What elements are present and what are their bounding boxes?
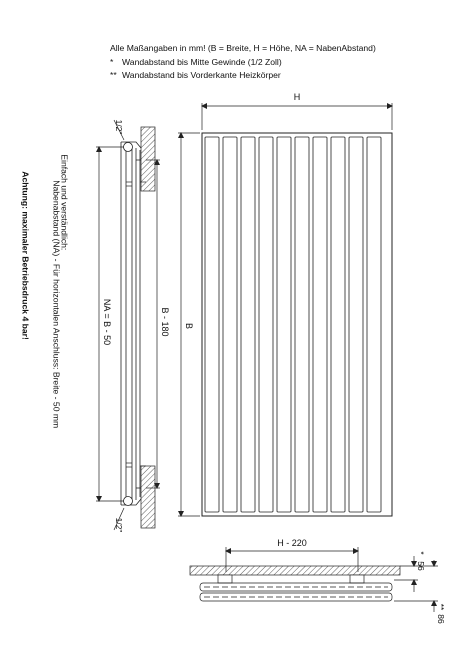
label-wall-thread: 56 <box>416 561 426 571</box>
side-view <box>121 127 155 528</box>
pipe-connection-bottom <box>124 497 133 506</box>
note-mark-single: * <box>110 57 114 67</box>
radiator-tubes <box>205 137 381 512</box>
label-b: B <box>184 322 194 330</box>
label-b-minus-180: B - 180 <box>160 307 170 337</box>
dimension-h <box>202 103 392 130</box>
note-text-thread: Wandabstand bis Mitte Gewinde (1/2 Zoll) <box>122 57 282 67</box>
side-note-simple: Einfach und verständlich: <box>59 154 70 251</box>
pipe-connection-top <box>124 143 133 152</box>
label-wall-thread-mark: * <box>416 551 426 555</box>
label-h-minus-220: H - 220 <box>277 538 307 548</box>
top-view <box>190 538 446 624</box>
label-half-inch-top: 1/2" <box>114 119 124 135</box>
note-text-front: Wandabstand bis Vorderkante Heizkörper <box>122 70 281 80</box>
dimension-wall-front <box>394 560 438 612</box>
label-half-inch-bottom: 1/2" <box>114 517 124 533</box>
side-note-na-rule: Nabenabstand (NA) - Für horizontalen Anschluss: Breite - 50 mm <box>51 180 62 429</box>
radiator-front-view <box>202 133 392 516</box>
side-note-warning: Achtung: maximaler Betriebsdruck 4 bar! <box>20 171 31 340</box>
note-units: Alle Maßangaben in mm! (B = Breite, H = Höhe, NA = NabenAbstand) <box>110 43 376 53</box>
label-na: NA = B - 50 <box>102 298 112 346</box>
label-h: H <box>293 92 301 102</box>
wall-section-top <box>141 127 155 191</box>
note-mark-double: ** <box>110 70 117 80</box>
wall-section-bottom <box>141 466 155 528</box>
wall-section-top-view <box>190 566 400 575</box>
dimension-b-minus-180 <box>146 160 160 488</box>
label-wall-front-mark: ** <box>436 603 446 611</box>
label-wall-front: 86 <box>436 614 446 624</box>
